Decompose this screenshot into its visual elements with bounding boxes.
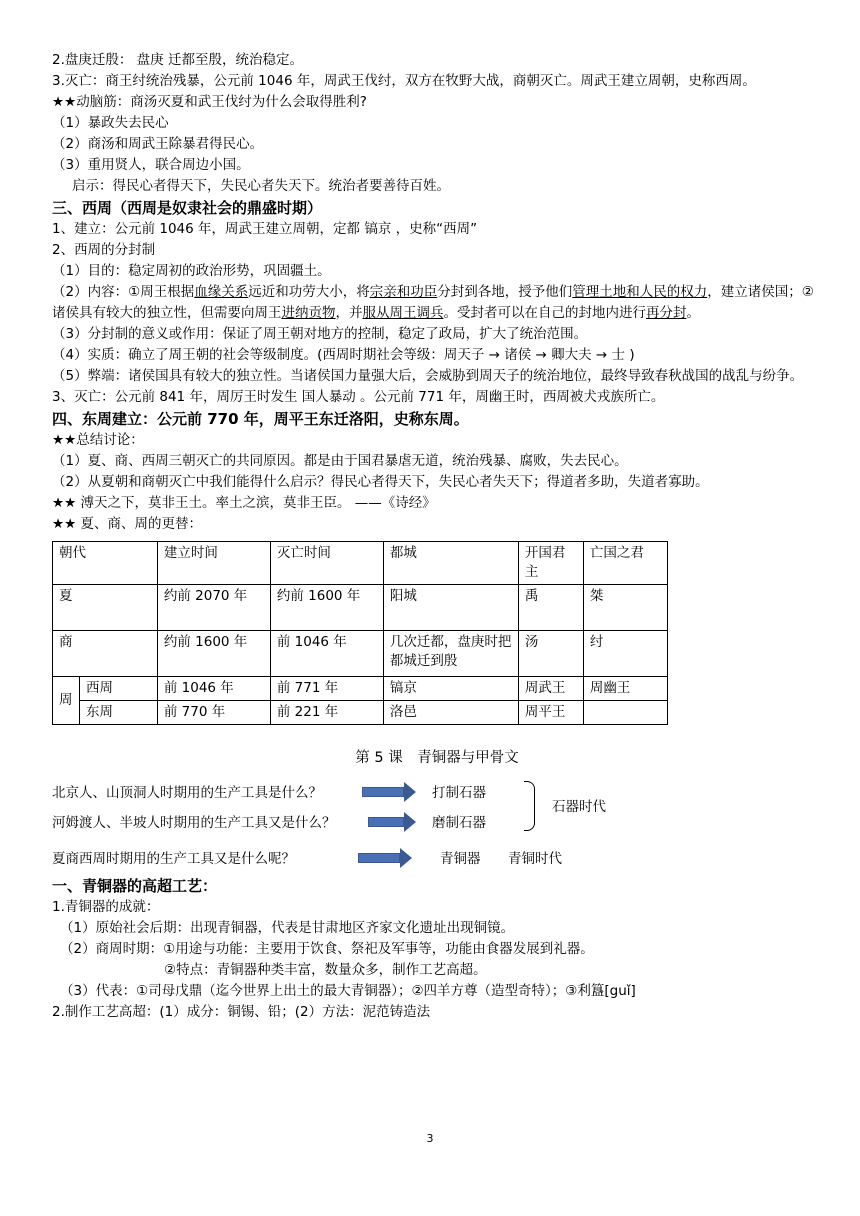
section-heading: 三、西周（西周是奴隶社会的鼎盛时期） [52, 199, 323, 217]
table-cell: 前 1046 年 [157, 677, 270, 701]
text-line: 2.制作工艺高超：(1）成分：铜锡、铅；(2）方法：泥范铸造法 [52, 1004, 431, 1020]
section-heading: 四、东周建立：公元前 770 年，周平王东迁洛阳，史称东周。 [52, 410, 469, 428]
dynasty-table [52, 541, 668, 725]
text-line: （1）暴政失去民心 [52, 115, 169, 131]
table-header: 开国君主 [518, 542, 583, 585]
table-cell: 阳城 [383, 585, 518, 631]
table-cell: 汤 [518, 631, 583, 677]
page-number: 3 [426, 1132, 434, 1145]
underlined-term: 再分封 [646, 305, 687, 321]
text-line: 3.灭亡：商王纣统治残暴，公元前 1046 年，周武王伐纣，双方在牧野大战，商朝灭亡。周武王建立周朝，史称西周。 [52, 73, 756, 89]
text-run: （2）内容：①周王根据 [52, 284, 195, 300]
table-cell: 西周 [80, 677, 158, 701]
brace-icon [524, 781, 535, 831]
answer-text: 磨制石器 [432, 815, 486, 831]
answer-text: 青铜器 [440, 851, 481, 867]
table-cell: 禹 [518, 585, 583, 631]
text-line: （1）目的：稳定周初的政治形势，巩固疆土。 [52, 263, 331, 279]
tools-flow-diagram [52, 779, 822, 875]
table-header-row [53, 542, 668, 585]
era-label: 石器时代 [552, 799, 606, 815]
text-run: 。 [686, 305, 700, 321]
table-cell: 夏 [53, 585, 158, 631]
era-label: 青铜时代 [508, 851, 562, 867]
text-line: （2）从夏朝和商朝灭亡中我们能得什么启示？得民心者得天下，失民心者失天下；得道者多助，失道者寡助。 [52, 474, 709, 490]
text-line: 3、灭亡：公元前 841 年，周厉王时发生 国人暴动 。公元前 771 年，周幽王时，西周被犬戎族所亡。 [52, 389, 665, 405]
table-cell: 桀 [583, 585, 667, 631]
lesson-title: 第 5 课 青铜器与甲骨文 [355, 750, 519, 766]
text-line: 1.青铜器的成就： [52, 899, 160, 915]
text-line: ★★动脑筋：商汤灭夏和武王伐纣为什么会取得胜利? [52, 94, 367, 110]
table-row [53, 701, 668, 725]
table-cell: 周武王 [518, 677, 583, 701]
question-text: 夏商西周时期用的生产工具又是什么呢？ [52, 851, 295, 867]
question-text: 河姆渡人、半坡人时期用的生产工具又是什么？ [52, 815, 336, 831]
arrow-icon [368, 817, 404, 827]
underlined-term: 宗亲和功臣 [369, 284, 438, 300]
text-line: 2.盘庚迁殷： 盘庚 迁都至殷，统治稳定。 [52, 52, 303, 68]
text-line: （4）实质：确立了周王朝的社会等级制度。(西周时期社会等级：周天子 → 诸侯 → 卿大夫 → 士 ) [52, 347, 635, 363]
text-run: ，并 [335, 305, 363, 321]
table-cell: 前 221 年 [270, 701, 383, 725]
table-header: 朝代 [53, 542, 158, 585]
table-row [53, 677, 668, 701]
table-cell: 周平王 [518, 701, 583, 725]
table-cell: 商 [53, 631, 158, 677]
table-cell: 前 771 年 [270, 677, 383, 701]
text-line: （3）重用贤人，联合周边小国。 [52, 157, 250, 173]
section-heading: 一、青铜器的高超工艺： [52, 877, 218, 895]
underlined-term: 服从周王调兵 [362, 305, 444, 321]
table-cell: 洛邑 [383, 701, 518, 725]
arrow-icon [362, 787, 404, 797]
table-cell: 周 [53, 677, 80, 725]
answer-text: 打制石器 [432, 785, 486, 801]
document-page [52, 50, 822, 1023]
table-cell: 约前 2070 年 [157, 585, 270, 631]
text-line: 1、建立：公元前 1046 年，周武王建立周朝，定都 镐京 ，史称“西周” [52, 221, 478, 237]
text-line: （1）原始社会后期：出现青铜器，代表是甘肃地区齐家文化遗址出现铜镜。 [60, 920, 515, 936]
question-text: 北京人、山顶洞人时期用的生产工具是什么？ [52, 785, 322, 801]
text-line: ★★ 溥天之下，莫非王土。率土之滨，莫非王臣。 ——《诗经》 [52, 495, 436, 511]
table-cell: 纣 [583, 631, 667, 677]
table-row [53, 585, 668, 631]
text-run: 。受封者可以在自己的封地内进行 [443, 305, 646, 321]
text-run: 远近和功劳大小，将 [248, 284, 370, 300]
table-cell: 周幽王 [583, 677, 667, 701]
table-cell: 前 1046 年 [270, 631, 383, 677]
table-header: 都城 [383, 542, 518, 585]
text-line: （1）夏、商、西周三朝灭亡的共同原因。都是由于国君暴虐无道，统治残暴、腐败，失去民心。 [52, 453, 628, 469]
table-cell: 镐京 [383, 677, 518, 701]
table-header: 灭亡时间 [270, 542, 383, 585]
text-paragraph [52, 282, 822, 324]
underlined-term: 管理土地和人民的权力 [572, 284, 708, 300]
table-cell: 几次迁都，盘庚时把都城迁到殷 [383, 631, 518, 677]
text-run: 分封到各地，授予他们 [437, 284, 573, 300]
table-row [53, 631, 668, 677]
underlined-term: 进纳贡物 [281, 305, 336, 321]
text-line: （2）商周时期：①用途与功能：主要用于饮食、祭祀及军事等，功能由食器发展到礼器。 [60, 941, 594, 957]
underlined-term: 血缘关系 [194, 284, 249, 300]
text-line: 2、西周的分封制 [52, 242, 156, 258]
text-run: ，建立诸侯国；②诸侯具有较大的独立性，但需要向周王 [52, 284, 814, 321]
table-cell: 约前 1600 年 [270, 585, 383, 631]
text-line: （3）分封制的意义或作用：保证了周王朝对地方的控制，稳定了政局，扩大了统治范围。 [52, 326, 588, 342]
text-line: ★★ 夏、商、周的更替： [52, 516, 202, 532]
text-line: ②特点：青铜器种类丰富，数量众多，制作工艺高超。 [164, 962, 487, 978]
table-cell: 东周 [80, 701, 158, 725]
text-line: ★★总结讨论： [52, 432, 144, 448]
text-line: （3）代表：①司母戊鼎（迄今世界上出土的最大青铜器）；②四羊方尊（造型奇特）；③利簋[guǐ] [60, 983, 636, 999]
table-cell: 约前 1600 年 [157, 631, 270, 677]
text-line: （5）弊端：诸侯国具有较大的独立性。当诸侯国力量强大后，会威胁到周天子的统治地位，最终导致春秋战国的战乱与纷争。 [52, 368, 804, 384]
table-header: 亡国之君 [583, 542, 667, 585]
table-cell [583, 701, 667, 725]
text-line: 启示：得民心者得天下，失民心者失天下。统治者要善待百姓。 [72, 178, 450, 194]
table-header: 建立时间 [157, 542, 270, 585]
arrow-icon [358, 853, 400, 863]
table-cell: 前 770 年 [157, 701, 270, 725]
text-line: （2）商汤和周武王除暴君得民心。 [52, 136, 264, 152]
